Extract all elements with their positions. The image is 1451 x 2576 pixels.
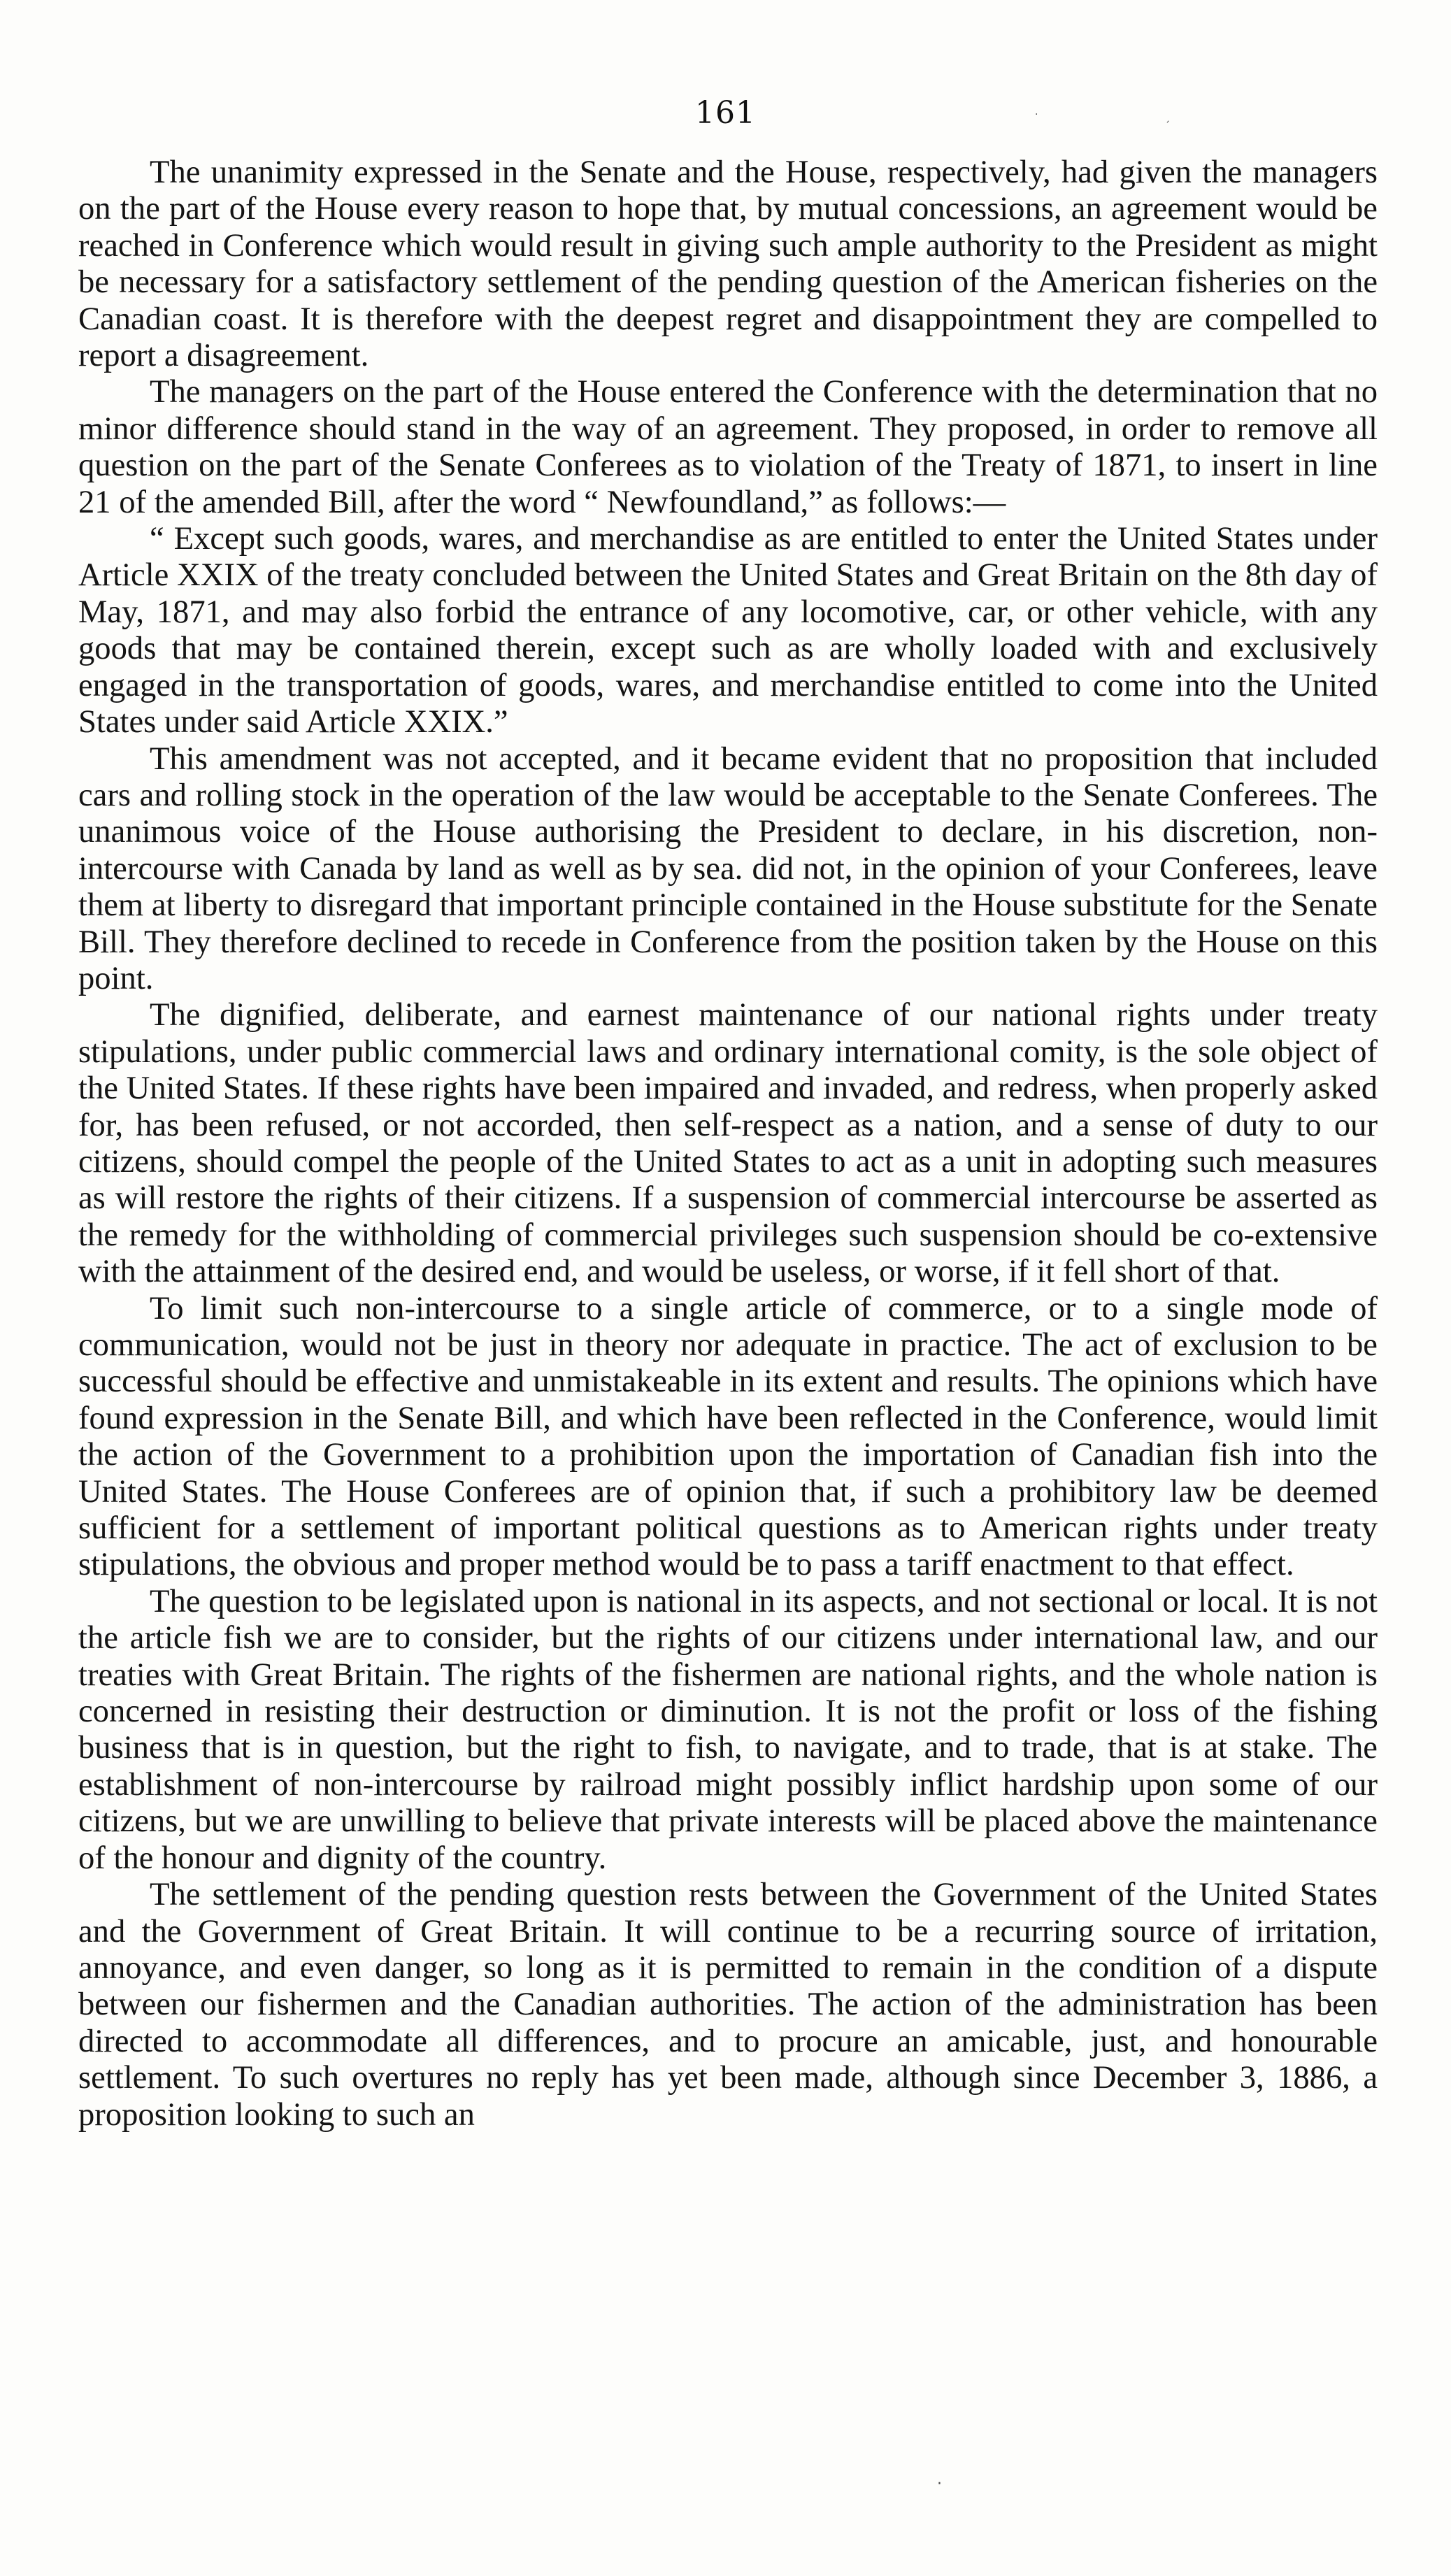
paragraph: The unanimity expressed in the Senate and the House, respectively, had given the managers on the part of the House every reason to hope that, by mutual concessions, an agreement would be reached in Conference which would result in giving such ample authority to the President as might be necessary for a satisfactory settlement of the pending question of the American fisheries on the Canadian coast. It is therefore with the deepest regret and disappointment they are compelled to report a disagreement.: [78, 154, 1378, 374]
paragraph: The settlement of the pending question rests between the Government of the United States and the Government of Great Britain. It will continue to be a recurring source of irritation, annoyance, and even danger, so long as it is permitted to remain in the condition of a dispute between our fishermen and the Canadian authorities. The action of the administration has been directed to accommodate all differences, and to procure an amicable, just, and honourable settlement. To such overtures no reply has yet been made, although since December 3, 1886, a proposition looking to such an: [78, 1876, 1378, 2133]
body-text: [78, 154, 1378, 2133]
paragraph: This amendment was not accepted, and it became evident that no proposition that included cars and rolling stock in the operation of the law would be acceptable to the Senate Conferees. The unanimous voice of the House authorising the President to declare, in his discretion, non-intercourse with Canada by land as well as by sea. did not, in the opinion of your Conferees, leave them at liberty to disregard that important principle contained in the House substitute for the Senate Bill. They therefore declined to recede in Conference from the position taken by the House on this point.: [78, 740, 1378, 996]
scan-speck-mark: ˏ: [1165, 112, 1170, 123]
scan-speck-mark: ·: [937, 2475, 942, 2493]
paragraph: The dignified, deliberate, and earnest maintenance of our national rights under treaty stipulations, under public commercial laws and ordinary international comity, is the sole object of the United States. If these rights have been impaired and invaded, and redress, when properly asked for, has been refused, or not accorded, then self-respect as a nation, and a sense of duty to our citizens, should compel the people of the United States to act as a unit in adopting such measures as will restore the rights of their citizens. If a suspension of commercial intercourse be asserted as the remedy for the withholding of commercial privileges such suspension should be co-extensive with the attainment of the desired end, and would be useless, or worse, if it fell short of that.: [78, 996, 1378, 1290]
paragraph: The question to be legislated upon is national in its aspects, and not sectional or local. It is not the article fish we are to consider, but the rights of our citizens under international law, and our treaties with Great Britain. The rights of the fishermen are national rights, and the whole nation is concerned in resisting their destruction or diminution. It is not the profit or loss of the fishing business that is in question, but the right to fish, to navigate, and to trade, that is at stake. The establishment of non-intercourse by railroad might possibly inflict hardship upon some of our citizens, but we are unwilling to believe that private interests will be placed above the maintenance of the honour and dignity of the country.: [78, 1582, 1378, 1876]
page-number: 161: [695, 95, 756, 131]
quoted-amendment-paragraph: “ Except such goods, wares, and merchandise as are entitled to enter the United States under Article XXIX of the treaty concluded between the United States and Great Britain on the 8th day of May, 1871, and may also forbid the entrance of any locomotive, car, or other vehicle, with any goods that may be contained therein, except such as are wholly loaded with and exclusively engaged in the transportation of goods, wares, and merchandise entitled to come into the United States under said Article XXIX.”: [78, 520, 1378, 740]
scan-speck-mark: ·: [1035, 109, 1038, 120]
paragraph: To limit such non-intercourse to a single article of commerce, or to a single mode of communication, would not be just in theory nor adequate in practice. The act of exclusion to be successful should be effective and unmistakeable in its extent and results. The opinions which have found expression in the Senate Bill, and which have been reflected in the Conference, would limit the action of the Government to a prohibition upon the importation of Canadian fish into the United States. The House Conferees are of opinion that, if such a prohibitory law be deemed sufficient for a settlement of important political questions as to American rights under treaty stipulations, the obvious and proper method would be to pass a tariff enactment to that effect.: [78, 1289, 1378, 1583]
paragraph: The managers on the part of the House entered the Conference with the determination that no minor difference should stand in the way of an agreement. They proposed, in order to remove all question on the part of the Senate Conferees as to violation of the Treaty of 1871, to insert in line 21 of the amended Bill, after the word “ Newfoundland,” as follows:—: [78, 373, 1378, 520]
